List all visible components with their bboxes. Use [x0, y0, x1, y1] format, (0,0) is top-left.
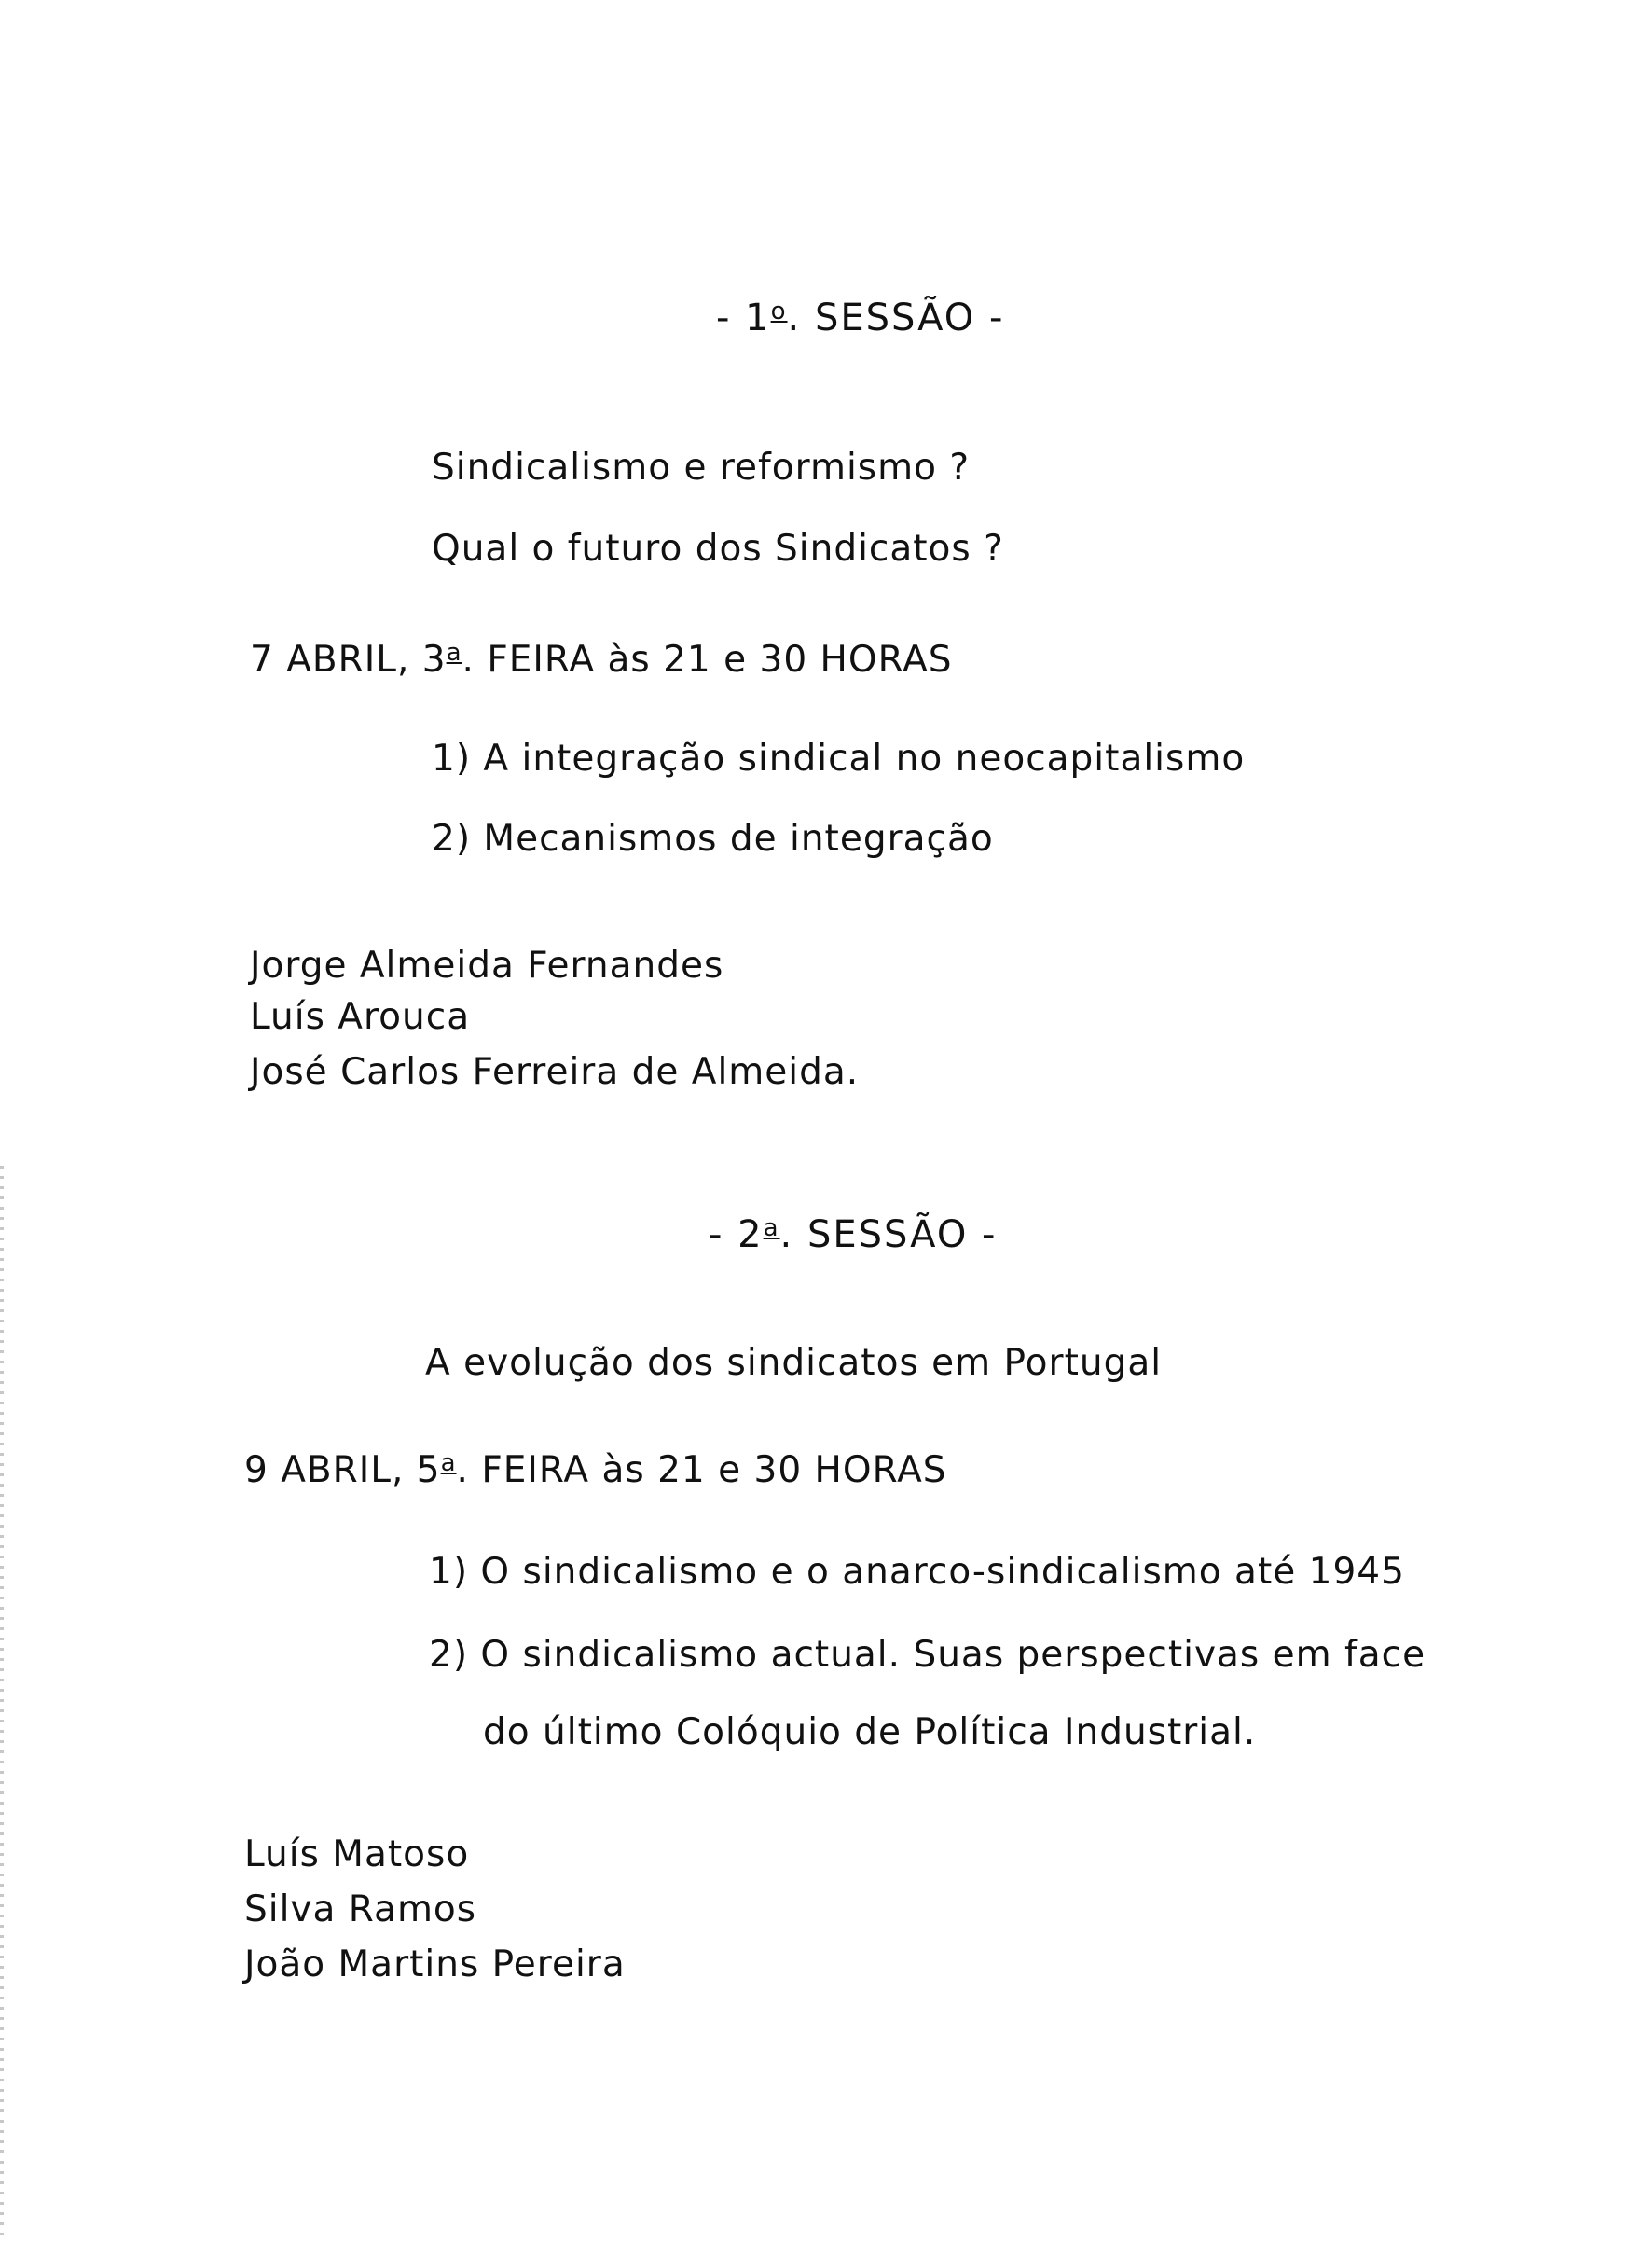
- session-2-date-suffix: . FEIRA às 21 e 30 HORAS: [456, 1449, 947, 1491]
- session-2-speaker-3: João Martins Pereira: [244, 1943, 626, 1985]
- session-1-date-suffix: . FEIRA às 21 e 30 HORAS: [462, 639, 953, 681]
- session-1-heading-prefix: - 1: [716, 297, 771, 339]
- session-1-topic-1: Sindicalismo e reformismo ?: [432, 447, 971, 489]
- session-1-speaker-2: Luís Arouca: [250, 996, 471, 1038]
- session-2-item-2: 2) O sindicalismo actual. Suas perspectivas em face: [429, 1634, 1426, 1676]
- session-2-heading: [709, 1206, 997, 1257]
- session-1-item-2: 2) Mecanismos de integração: [432, 818, 994, 860]
- session-1-heading: [716, 289, 1004, 340]
- session-2-speaker-1: Luís Matoso: [244, 1833, 470, 1875]
- session-2-date-ordinal: a: [440, 1449, 457, 1477]
- session-1-heading-suffix: . SESSÃO -: [787, 297, 1005, 339]
- session-1-date-prefix: 7 ABRIL, 3: [250, 639, 447, 681]
- session-2-date: [244, 1441, 947, 1493]
- session-1-date-ordinal: a: [446, 639, 462, 667]
- session-1-speaker-3: José Carlos Ferreira de Almeida.: [250, 1051, 860, 1093]
- session-2-heading-ordinal: a: [763, 1214, 780, 1242]
- session-2-date-prefix: 9 ABRIL, 5: [244, 1449, 441, 1491]
- session-2-speaker-2: Silva Ramos: [244, 1888, 477, 1930]
- session-2-topic-1: A evolução dos sindicatos em Portugal: [425, 1342, 1163, 1384]
- session-1-date: [250, 630, 953, 683]
- session-1-topic-2: Qual o futuro dos Sindicatos ?: [432, 528, 1004, 570]
- session-2-heading-suffix: . SESSÃO -: [779, 1213, 998, 1256]
- scan-edge-mark: [0, 1166, 4, 2238]
- session-2-heading-prefix: - 2: [709, 1213, 764, 1256]
- session-2-item-1: 1) O sindicalismo e o anarco-sindicalismo até 1945: [429, 1551, 1405, 1593]
- session-1-item-1: 1) A integração sindical no neocapitalismo: [432, 738, 1246, 780]
- session-1-heading-ordinal: o: [770, 297, 788, 325]
- session-1-speaker-1: Jorge Almeida Fernandes: [250, 945, 724, 987]
- session-2-item-2-continuation: do último Colóquio de Política Industrial.: [483, 1711, 1257, 1753]
